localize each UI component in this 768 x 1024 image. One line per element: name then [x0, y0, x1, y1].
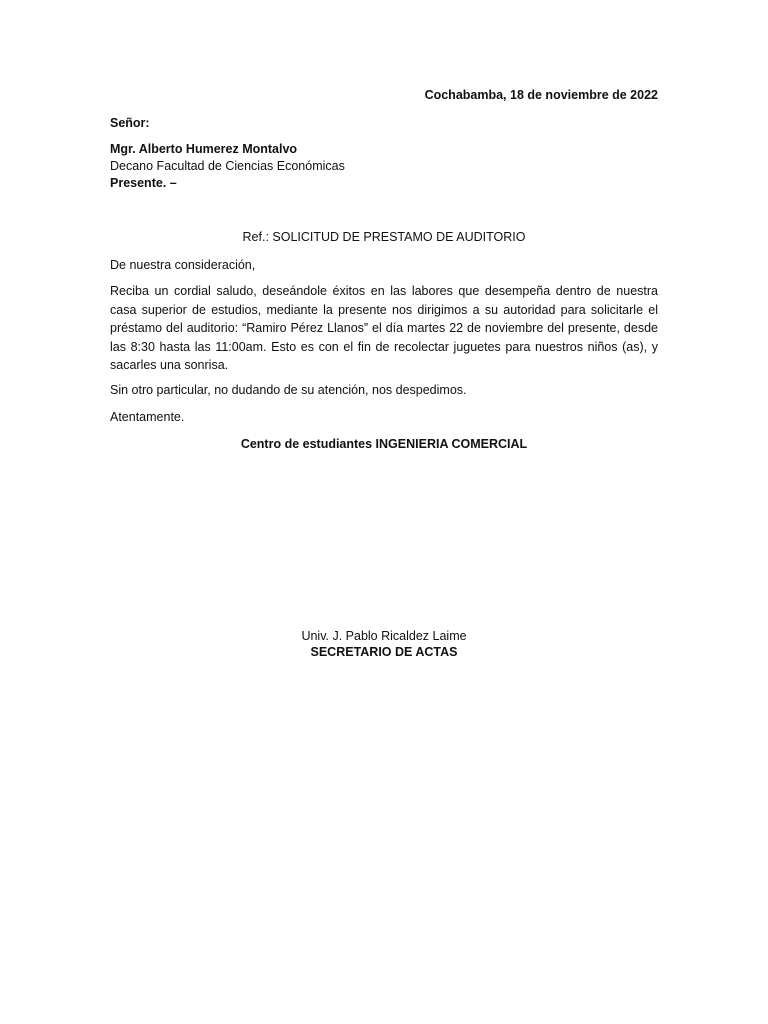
regards-line: Atentamente. [110, 410, 185, 424]
recipient-name: Mgr. Alberto Humerez Montalvo [110, 142, 298, 156]
salutation: Señor: [110, 116, 150, 130]
closing-line: Sin otro particular, no dudando de su atención, nos despedimos. [110, 383, 467, 397]
reference-line: Ref.: SOLICITUD DE PRESTAMO DE AUDITORIO [242, 230, 526, 244]
greeting: De nuestra consideración, [110, 258, 256, 272]
signatory-name: Univ. J. Pablo Ricaldez Laime [301, 629, 467, 643]
letter-date: Cochabamba, 18 de noviembre de 2022 [424, 88, 658, 102]
recipient-title: Decano Facultad de Ciencias Económicas [110, 159, 345, 173]
signatory-title: SECRETARIO DE ACTAS [310, 645, 458, 659]
organization-name: Centro de estudiantes INGENIERIA COMERCIAL [240, 437, 528, 451]
recipient-presente: Presente. – [110, 176, 177, 190]
body-paragraph: Reciba un cordial saludo, deseándole éxitos en las labores que desempeña dentro de nuestra casa superior de estudios, mediante la presente nos dirigimos a su autoridad para solicitarle el préstamo del auditorio: “Ramiro Pérez Llanos” el día martes 22 de noviembre del presente, desde las 8:30 hasta las 11:00am. Esto es con el fin de recolectar juguetes para nuestros niños (as), y sacarles una sonrisa. [110, 284, 658, 372]
